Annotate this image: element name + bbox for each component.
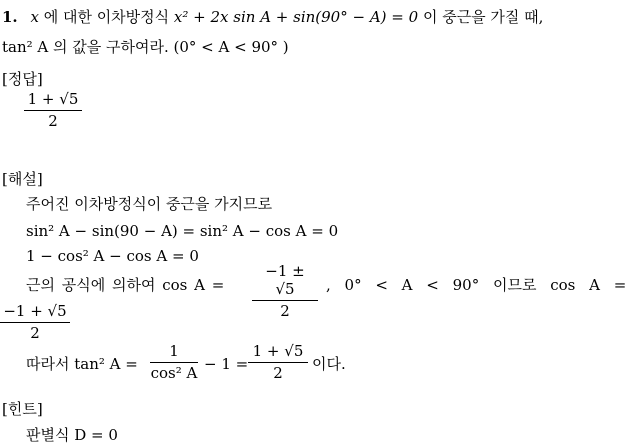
explanation-step-5-fraction [0,302,70,342]
explanation-step-4-mid: , 0° < A < 90° 이므로 cos A = [326,276,626,294]
explanation-step-4-fraction [252,262,318,320]
explanation-step-3: 1 − cos² A − cos A = 0 [26,247,199,265]
explanation-step-6-fraction-2 [248,342,308,382]
explanation-step-6-pre: 따라서 tan² A = [26,355,138,373]
explanation-step-6-mid: − 1 = [204,355,249,373]
problem-equation: x² + 2x sin A + sin(90° − A) = 0 [173,8,419,26]
step6-frac2-denominator: 2 [273,364,283,382]
answer-denominator: 2 [48,112,58,130]
explanation-step-2: sin² A − sin(90 − A) = sin² A − cos A = 0 [26,222,339,240]
answer-numerator: 1 + √5 [27,90,79,108]
answer-heading: [정답] [2,70,43,88]
problem-question: tan² A 의 값을 구하여라. (0° < A < 90° ) [2,38,289,56]
step4-denominator: 2 [280,302,290,320]
explanation-step-1: 주어진 이차방정식이 중근을 가지므로 [26,195,273,213]
explanation-heading: [해설] [2,170,43,188]
step6-frac1-denominator: cos² A [150,364,198,382]
step6-frac2-numerator: 1 + √5 [252,342,304,360]
problem-text-post: 이 중근을 가질 때, [418,8,544,26]
explanation-step-6-post: 이다. [312,355,346,373]
problem-text-pre: 에 대한 이차방정식 [38,8,174,26]
explanation-step-6-fraction-1 [150,342,198,382]
step4-numerator: −1 ± √5 [265,262,305,298]
step5-numerator: −1 + √5 [3,302,67,320]
hint-heading: [힌트] [2,400,43,418]
hint-text: 판별식 D = 0 [26,426,118,444]
problem-line-1 [2,8,543,26]
step6-frac1-numerator: 1 [169,342,179,360]
problem-variable: x [30,8,39,26]
step5-denominator: 2 [30,324,40,342]
problem-line-2 [2,38,289,56]
problem-number: 1. [2,8,18,26]
explanation-step-4-pre: 근의 공식에 의하여 cos A = [26,276,225,294]
answer-fraction [24,90,82,130]
